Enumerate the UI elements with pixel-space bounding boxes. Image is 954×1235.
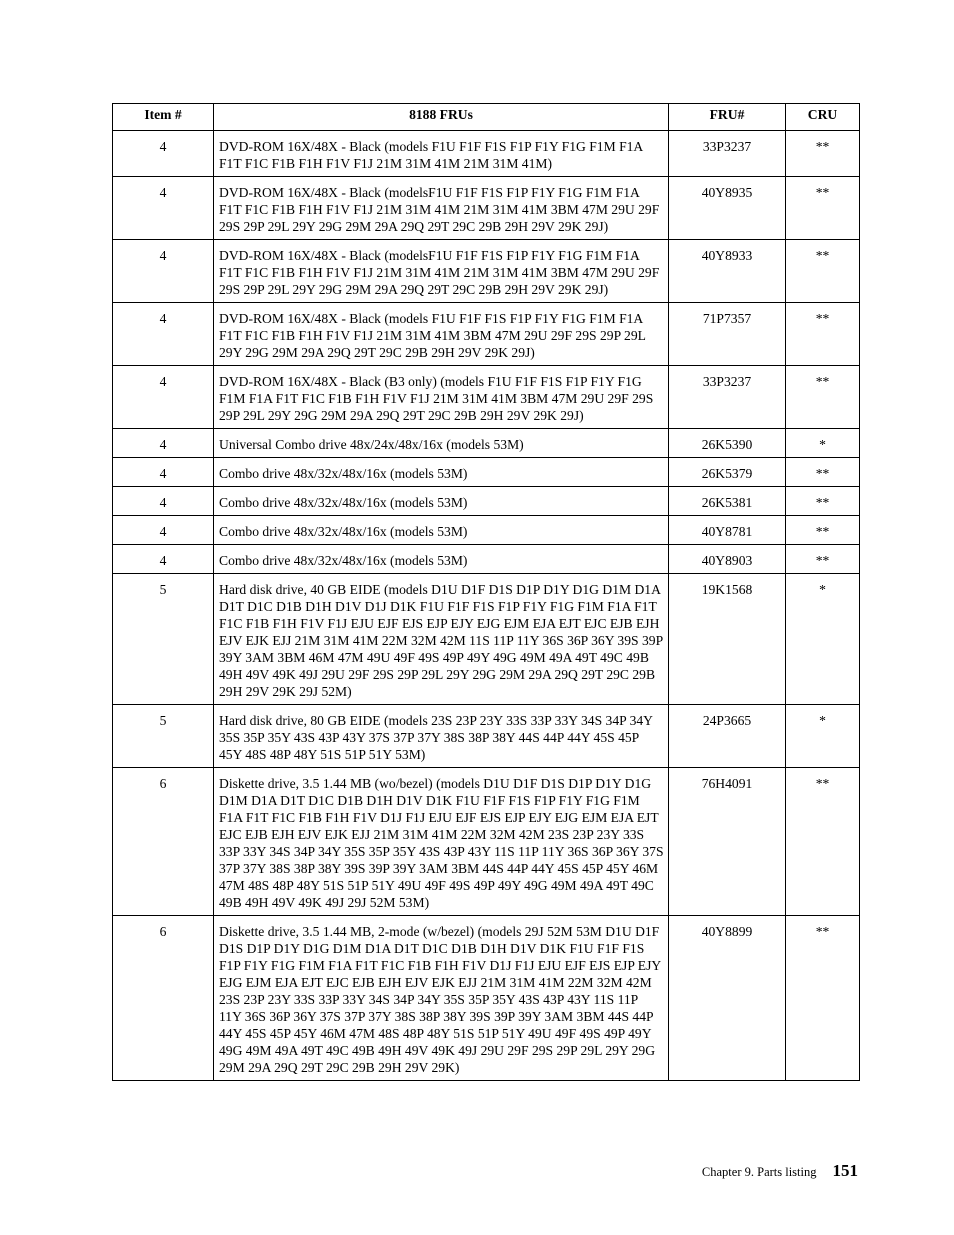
fru-number-cell: 71P7357 [669, 303, 786, 366]
description-cell: DVD-ROM 16X/48X - Black (modelsF1U F1F F1S F1P F1Y F1G F1M F1A F1T F1C F1B F1H F1V F1J 21M 31M 41M 21M 31M 41M 3BM 47M 29U 29F 29S 29P 29L 29Y 29G 29M 29A 29Q 29T 29C 29B 29H 29V 29K 29J) [214, 240, 669, 303]
header-cru: CRU [786, 104, 860, 131]
fru-number-cell: 40Y8781 [669, 516, 786, 545]
fru-number-cell: 26K5390 [669, 429, 786, 458]
item-number-cell: 4 [113, 429, 214, 458]
description-cell: DVD-ROM 16X/48X - Black (models F1U F1F F1S F1P F1Y F1G F1M F1A F1T F1C F1B F1H F1V F1J 21M 31M 41M 3BM 47M 29U 29F 29S 29P 29L 29Y 29G 29M 29A 29Q 29T 29C 29B 29H 29V 29K 29J) [214, 303, 669, 366]
table-row [113, 366, 860, 429]
table-row [113, 768, 860, 916]
cru-cell: * [786, 574, 860, 705]
fru-number-cell: 40Y8899 [669, 916, 786, 1081]
fru-number-cell: 76H4091 [669, 768, 786, 916]
cru-cell: ** [786, 487, 860, 516]
fru-number-cell: 26K5379 [669, 458, 786, 487]
table-row [113, 177, 860, 240]
description-cell: DVD-ROM 16X/48X - Black (modelsF1U F1F F1S F1P F1Y F1G F1M F1A F1T F1C F1B F1H F1V F1J 21M 31M 41M 21M 31M 41M 3BM 47M 29U 29F 29S 29P 29L 29Y 29G 29M 29A 29Q 29T 29C 29B 29H 29V 29K 29J) [214, 177, 669, 240]
table-row [113, 458, 860, 487]
fru-number-cell: 40Y8933 [669, 240, 786, 303]
description-cell: Combo drive 48x/32x/48x/16x (models 53M) [214, 545, 669, 574]
cru-cell: ** [786, 916, 860, 1081]
table-row [113, 487, 860, 516]
cru-cell: ** [786, 303, 860, 366]
description-cell: Diskette drive, 3.5 1.44 MB (wo/bezel) (models D1U D1F D1S D1P D1Y D1G D1M D1A D1T D1C D1B D1H D1V D1K F1U F1F F1S F1P F1Y F1G F1M F1A F1T F1C F1B F1H F1V D1J F1J EJU EJF EJS EJP EJY EJG EJM EJA EJT EJC EJB EJH EJV EJK EJJ 21M 31M 41M 22M 32M 42M 23S 23P 23Y 33S 33P 33Y 34S 34P 34Y 35S 35P 35Y 43S 43P 43Y 11S 11P 11Y 36S 36P 36Y 37S 37P 37Y 38S 38P 38Y 39S 39P 39Y 3AM 3BM 44S 44P 44Y 45S 45P 45Y 46M 47M 48S 48P 48Y 51S 51P 51Y 49U 49F 49S 49P 49Y 49G 49M 49A 49T 49C 49B 49H 49V 49K 49J 29J 52M 53M) [214, 768, 669, 916]
table-body [113, 131, 860, 1081]
item-number-cell: 4 [113, 516, 214, 545]
table-header [113, 104, 860, 131]
table-row [113, 574, 860, 705]
fru-number-cell: 26K5381 [669, 487, 786, 516]
table-row [113, 545, 860, 574]
fru-number-cell: 40Y8935 [669, 177, 786, 240]
cru-cell: ** [786, 177, 860, 240]
item-number-cell: 4 [113, 303, 214, 366]
parts-table [112, 103, 860, 1081]
description-cell: Combo drive 48x/32x/48x/16x (models 53M) [214, 458, 669, 487]
header-item-number: Item # [113, 104, 214, 131]
item-number-cell: 6 [113, 916, 214, 1081]
item-number-cell: 4 [113, 240, 214, 303]
page-footer [702, 1161, 858, 1181]
table-row [113, 303, 860, 366]
description-cell: Universal Combo drive 48x/24x/48x/16x (models 53M) [214, 429, 669, 458]
header-description: 8188 FRUs [214, 104, 669, 131]
fru-number-cell: 33P3237 [669, 131, 786, 177]
header-fru-number: FRU# [669, 104, 786, 131]
item-number-cell: 6 [113, 768, 214, 916]
item-number-cell: 4 [113, 487, 214, 516]
table-row [113, 131, 860, 177]
item-number-cell: 5 [113, 574, 214, 705]
description-cell: DVD-ROM 16X/48X - Black (B3 only) (models F1U F1F F1S F1P F1Y F1G F1M F1A F1T F1C F1B F1H F1V F1J 21M 31M 41M 3BM 47M 29U 29F 29S 29P 29L 29Y 29G 29M 29A 29Q 29T 29C 29B 29H 29V 29K 29J) [214, 366, 669, 429]
description-cell: DVD-ROM 16X/48X - Black (models F1U F1F F1S F1P F1Y F1G F1M F1A F1T F1C F1B F1H F1V F1J 21M 31M 41M 21M 31M 41M) [214, 131, 669, 177]
fru-number-cell: 19K1568 [669, 574, 786, 705]
cru-cell: ** [786, 545, 860, 574]
description-cell: Diskette drive, 3.5 1.44 MB, 2-mode (w/bezel) (models 29J 52M 53M D1U D1F D1S D1P D1Y D1G D1M D1A D1T D1C D1B D1H D1V D1K F1U F1F F1S F1P F1Y F1G F1M F1A F1T F1C F1B F1H F1V D1J F1J EJU EJF EJS EJP EJY EJG EJM EJA EJT EJC EJB EJH EJV EJK EJJ 21M 31M 41M 22M 32M 42M 23S 23P 23Y 33S 33P 33Y 34S 34P 34Y 35S 35P 35Y 43S 43P 43Y 11S 11P 11Y 36S 36P 36Y 37S 37P 37Y 38S 38P 38Y 39S 39P 39Y 3AM 3BM 44S 44P 44Y 45S 45P 45Y 46M 47M 48S 48P 48Y 51S 51P 51Y 49U 49F 49S 49P 49Y 49G 49M 49A 49T 49C 49B 49H 49V 49K 49J 29U 29F 29S 29P 29L 29Y 29G 29M 29A 29Q 29T 29C 29B 29H 29V 29K) [214, 916, 669, 1081]
chapter-title: Chapter 9. Parts listing [701, 1165, 817, 1179]
description-cell: Combo drive 48x/32x/48x/16x (models 53M) [214, 487, 669, 516]
page-number: 151 [832, 1161, 858, 1180]
description-cell: Hard disk drive, 40 GB EIDE (models D1U D1F D1S D1P D1Y D1G D1M D1A D1T D1C D1B D1H D1V D1J D1K F1U F1F F1S F1P F1Y F1G F1M F1A F1T F1C F1B F1H F1V F1J EJU EJF EJS EJP EJY EJG EJM EJA EJT EJC EJB EJH EJV EJK EJJ 21M 31M 41M 22M 32M 42M 11S 11P 11Y 36S 36P 36Y 39S 39P 39Y 3AM 3BM 46M 47M 49U 49F 49S 49P 49Y 49G 49M 49A 49T 49C 49B 49H 49V 49K 49J 29U 29F 29S 29P 29L 29Y 29G 29M 29A 29Q 29T 29C 29B 29H 29V 29K 29J 52M) [214, 574, 669, 705]
table-row [113, 705, 860, 768]
cru-cell: ** [786, 516, 860, 545]
description-cell: Hard disk drive, 80 GB EIDE (models 23S 23P 23Y 33S 33P 33Y 34S 34P 34Y 35S 35P 35Y 43S 43P 43Y 37S 37P 37Y 38S 38P 38Y 44S 44P 44Y 45S 45P 45Y 48S 48P 48Y 51S 51P 51Y 53M) [214, 705, 669, 768]
fru-number-cell: 40Y8903 [669, 545, 786, 574]
item-number-cell: 5 [113, 705, 214, 768]
item-number-cell: 4 [113, 545, 214, 574]
description-cell: Combo drive 48x/32x/48x/16x (models 53M) [214, 516, 669, 545]
cru-cell: ** [786, 768, 860, 916]
cru-cell: * [786, 705, 860, 768]
cru-cell: ** [786, 458, 860, 487]
cru-cell: ** [786, 240, 860, 303]
item-number-cell: 4 [113, 177, 214, 240]
fru-number-cell: 24P3665 [669, 705, 786, 768]
table-row [113, 516, 860, 545]
header-row [113, 104, 860, 131]
cru-cell: * [786, 429, 860, 458]
item-number-cell: 4 [113, 458, 214, 487]
fru-number-cell: 33P3237 [669, 366, 786, 429]
item-number-cell: 4 [113, 131, 214, 177]
cru-cell: ** [786, 366, 860, 429]
table-row [113, 429, 860, 458]
table-row [113, 916, 860, 1081]
table-row [113, 240, 860, 303]
item-number-cell: 4 [113, 366, 214, 429]
cru-cell: ** [786, 131, 860, 177]
